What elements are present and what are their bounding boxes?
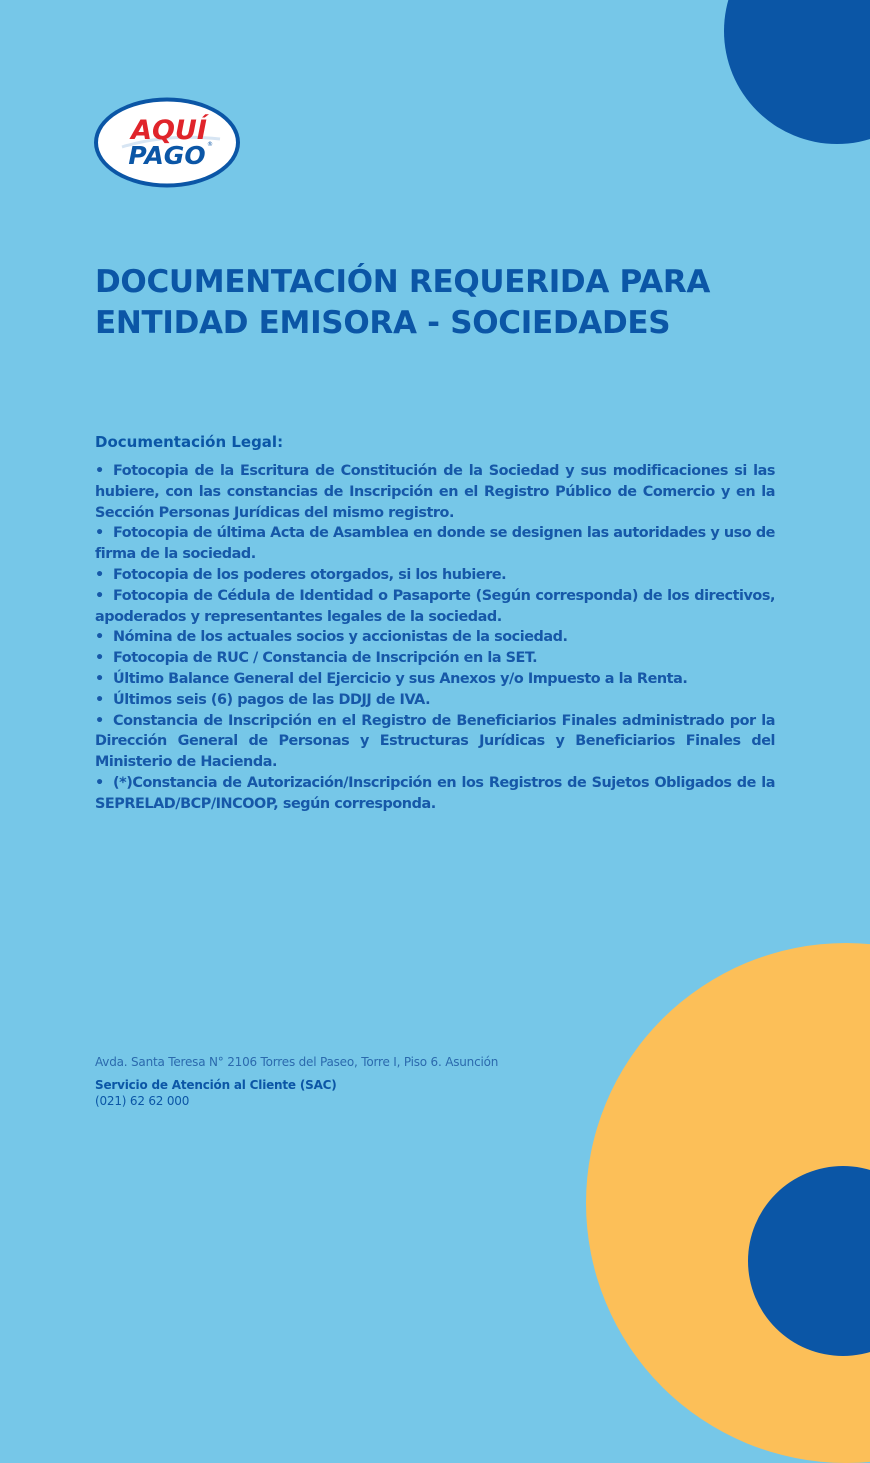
- bullet-icon: •: [95, 463, 104, 479]
- documentation-list: [95, 461, 775, 815]
- bullet-icon: •: [95, 587, 104, 604]
- decorative-circle-top-right: [724, 0, 870, 144]
- list-item-text: Fotocopia de última Acta de Asamblea en donde se designen las autoridades y uso de firma de la sociedad.: [95, 525, 775, 563]
- list-item: [95, 627, 775, 648]
- list-item: [95, 461, 775, 523]
- logo-registered-mark: ®: [207, 141, 213, 148]
- list-item: [95, 711, 775, 773]
- list-item: [95, 586, 775, 628]
- list-item: [95, 669, 775, 690]
- list-item: [95, 523, 775, 565]
- list-item: [95, 690, 775, 711]
- bullet-icon: •: [95, 712, 104, 729]
- footer-sac-phone: (021) 62 62 000: [95, 1094, 190, 1108]
- bullet-icon: •: [95, 774, 104, 791]
- list-item: [95, 648, 775, 669]
- bullet-icon: •: [95, 566, 104, 583]
- list-item-text: Último Balance General del Ejercicio y sus Anexos y/o Impuesto a la Renta.: [113, 670, 688, 687]
- list-item: [95, 565, 775, 586]
- bullet-icon: •: [95, 691, 104, 708]
- list-item-text: Constancia de Inscripción en el Registro de Beneficiarios Finales administrado por la Dirección General de Personas y Estructuras Jurídicas y Beneficiarios Finales del Ministerio de Hacienda.: [95, 712, 775, 771]
- list-item-text: Fotocopia de los poderes otorgados, si los hubiere.: [113, 566, 507, 583]
- logo-text-aqui: AQUÍ: [131, 115, 207, 146]
- section-heading-legal: Documentación Legal:: [95, 433, 284, 451]
- bullet-icon: •: [95, 525, 104, 542]
- list-item-text: Fotocopia de Cédula de Identidad o Pasaporte (Según corresponda) de los directivos, apoderados y representantes legales de la sociedad.: [95, 587, 775, 625]
- footer-address: Avda. Santa Teresa N° 2106 Torres del Paseo, Torre I, Piso 6. Asunción: [95, 1055, 499, 1069]
- logo-text-pago: PAGO: [128, 141, 206, 170]
- list-item-text: Fotocopia de la Escritura de Constitución de la Sociedad y sus modificaciones si las hubiere, con las constancias de Inscripción en el Registro Público de Comercio y en la Sección Personas Jurídicas del mismo registro.: [95, 463, 775, 521]
- bullet-icon: •: [95, 629, 104, 646]
- list-item-text: Nómina de los actuales socios y accionistas de la sociedad.: [113, 629, 568, 646]
- aqui-pago-logo: [92, 95, 242, 190]
- bullet-icon: •: [95, 650, 104, 667]
- list-item-text: Fotocopia de RUC / Constancia de Inscripción en la SET.: [113, 650, 538, 667]
- footer: [95, 1054, 498, 1109]
- page-title: DOCUMENTACIÓN REQUERIDA PARA ENTIDAD EMISORA - SOCIEDADES: [95, 264, 711, 341]
- list-item-text: (*)Constancia de Autorización/Inscripción en los Registros de Sujetos Obligados de la SEPRELAD/BCP/INCOOP, según corresponda.: [95, 774, 775, 812]
- footer-sac-title: Servicio de Atención al Cliente (SAC): [95, 1078, 337, 1092]
- list-item-text: Últimos seis (6) pagos de las DDJJ de IVA.: [113, 691, 431, 708]
- list-item: [95, 773, 775, 815]
- bullet-icon: •: [95, 670, 104, 687]
